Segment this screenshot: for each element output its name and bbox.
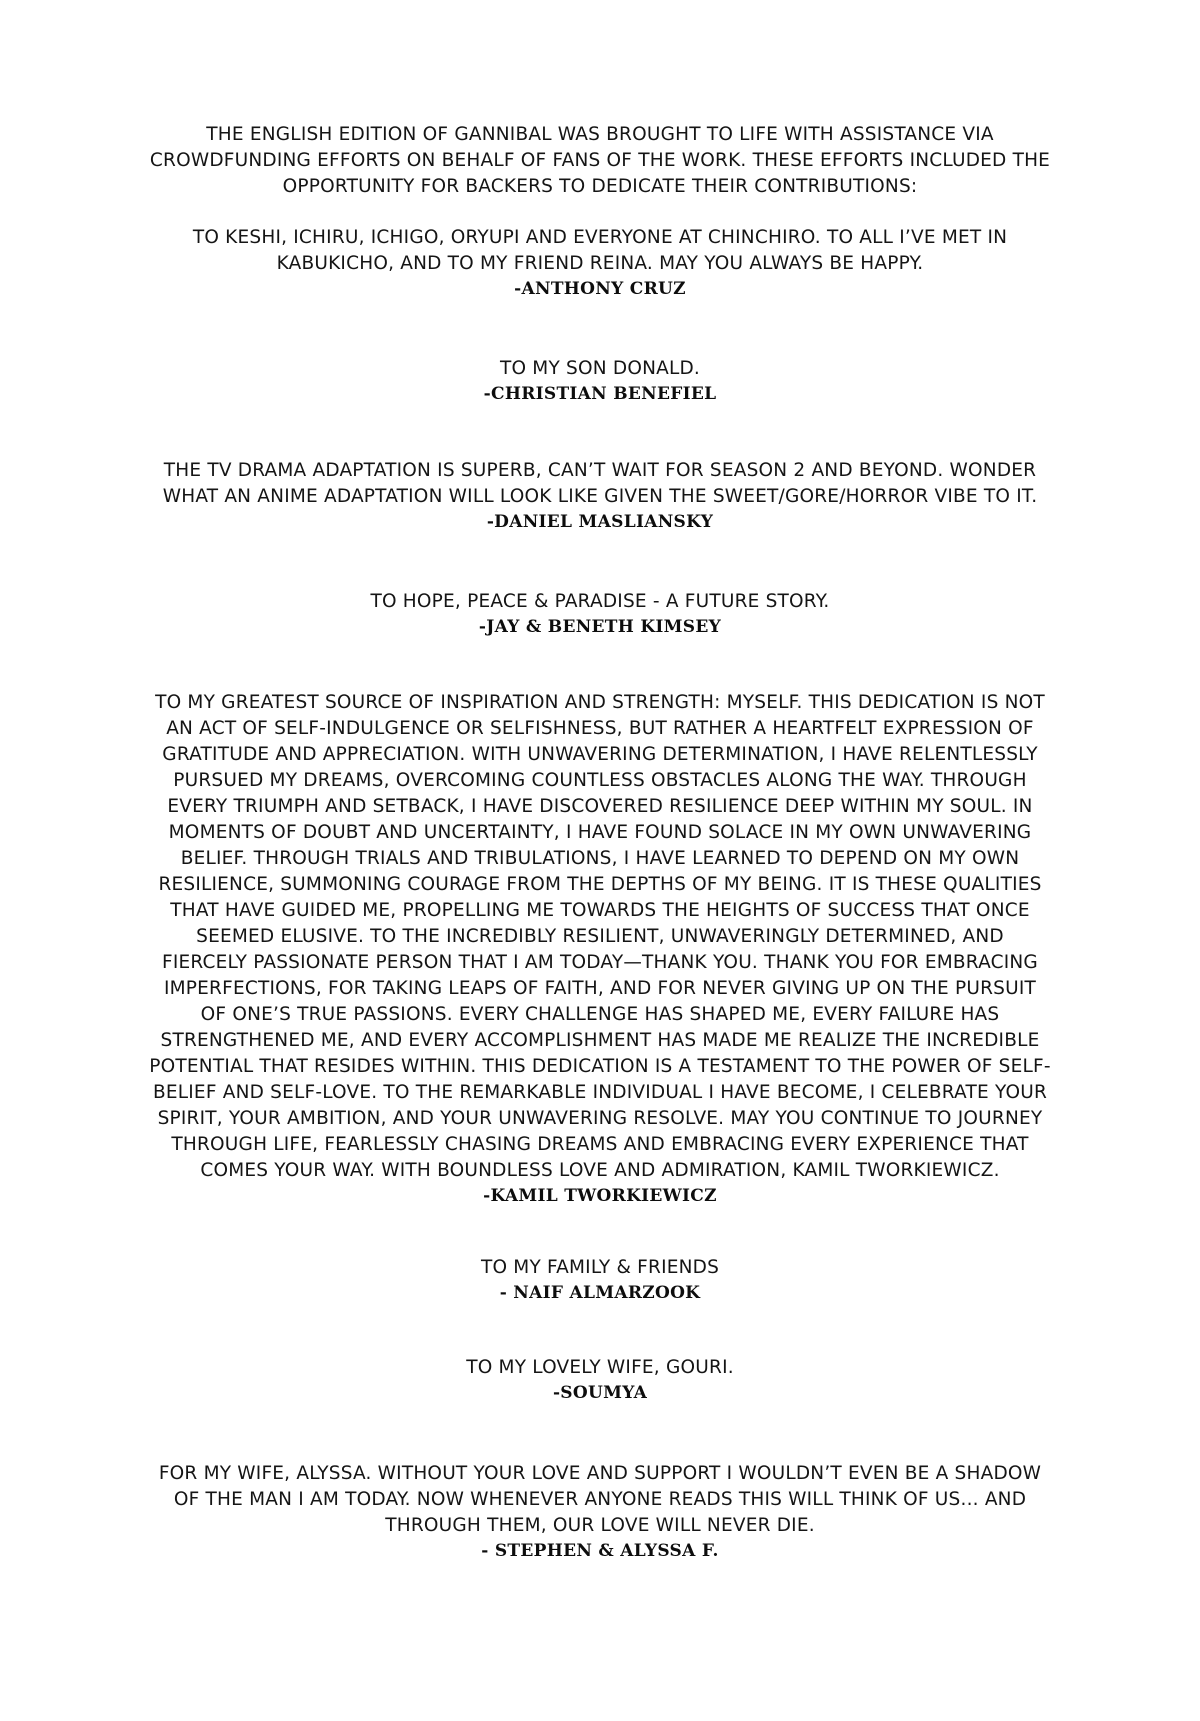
text-line: BELIEF. THROUGH TRIALS AND TRIBULATIONS, I HAVE LEARNED TO DEPEND ON MY OWN: [180, 848, 1020, 869]
text-line: THE TV DRAMA ADAPTATION IS SUPERB, CAN’T WAIT FOR SEASON 2 AND BEYOND. WONDER: [163, 460, 1037, 481]
signature: -SOUMYA: [552, 1383, 648, 1403]
text-line: TO MY FAMILY & FRIENDS: [480, 1257, 720, 1278]
text-line: AN ACT OF SELF-INDULGENCE OR SELFISHNESS, BUT RATHER A HEARTFELT EXPRESSION OF: [166, 718, 1034, 739]
dedication-anthony-cruz: [60, 225, 1140, 301]
text-line: TO MY GREATEST SOURCE OF INSPIRATION AND STRENGTH: MYSELF. THIS DEDICATION IS NOT: [155, 692, 1045, 713]
text-line: FIERCELY PASSIONATE PERSON THAT I AM TODAY—THANK YOU. THANK YOU FOR EMBRACING: [162, 952, 1038, 973]
text-line: GRATITUDE AND APPRECIATION. WITH UNWAVERING DETERMINATION, I HAVE RELENTLESSLY: [162, 744, 1038, 765]
signature: -ANTHONY CRUZ: [514, 279, 686, 299]
dedication-stephen-alyssa: [60, 1461, 1140, 1563]
text-line: THE ENGLISH EDITION OF GANNIBAL WAS BROUGHT TO LIFE WITH ASSISTANCE VIA: [206, 124, 994, 145]
text-line: OF THE MAN I AM TODAY. NOW WHENEVER ANYONE READS THIS WILL THINK OF US... AND: [173, 1489, 1027, 1510]
text-line: WHAT AN ANIME ADAPTATION WILL LOOK LIKE GIVEN THE SWEET/GORE/HORROR VIBE TO IT.: [162, 486, 1038, 507]
text-line: KABUKICHO, AND TO MY FRIEND REINA. MAY YOU ALWAYS BE HAPPY.: [276, 253, 924, 274]
text-line: FOR MY WIFE, ALYSSA. WITHOUT YOUR LOVE AND SUPPORT I WOULDN’T EVEN BE A SHADOW: [158, 1463, 1042, 1484]
text-line: TO KESHI, ICHIRU, ICHIGO, ORYUPI AND EVERYONE AT CHINCHIRO. TO ALL I’VE MET IN: [192, 227, 1008, 248]
signature: -CHRISTIAN BENEFIEL: [483, 384, 717, 404]
text-line: TO HOPE, PEACE & PARADISE - A FUTURE STORY.: [370, 591, 830, 612]
text-line: MOMENTS OF DOUBT AND UNCERTAINTY, I HAVE FOUND SOLACE IN MY OWN UNWAVERING: [168, 822, 1032, 843]
dedication-kamil-tworkiewicz: [60, 690, 1140, 1208]
text-line: SEEMED ELUSIVE. TO THE INCREDIBLY RESILIENT, UNWAVERINGLY DETERMINED, AND: [196, 926, 1004, 947]
dedication-naif-almarzook: [60, 1255, 1140, 1305]
text-line: IMPERFECTIONS, FOR TAKING LEAPS OF FAITH, AND FOR NEVER GIVING UP ON THE PURSUIT: [163, 978, 1037, 999]
dedication-daniel-masliansky: [60, 458, 1140, 534]
text-line: THROUGH THEM, OUR LOVE WILL NEVER DIE.: [385, 1515, 815, 1536]
text-line: CROWDFUNDING EFFORTS ON BEHALF OF FANS OF THE WORK. THESE EFFORTS INCLUDED THE: [149, 150, 1051, 171]
text-line: THAT HAVE GUIDED ME, PROPELLING ME TOWARDS THE HEIGHTS OF SUCCESS THAT ONCE: [170, 900, 1030, 921]
text-line: COMES YOUR WAY. WITH BOUNDLESS LOVE AND ADMIRATION, KAMIL TWORKIEWICZ.: [200, 1160, 1000, 1181]
text-line: SPIRIT, YOUR AMBITION, AND YOUR UNWAVERING RESOLVE. MAY YOU CONTINUE TO JOURNEY: [157, 1108, 1043, 1129]
text-line: RESILIENCE, SUMMONING COURAGE FROM THE DEPTHS OF MY BEING. IT IS THESE QUALITIES: [158, 874, 1042, 895]
signature: -DANIEL MASLIANSKY: [486, 512, 714, 532]
text-line: THROUGH LIFE, FEARLESSLY CHASING DREAMS AND EMBRACING EVERY EXPERIENCE THAT: [171, 1134, 1029, 1155]
text-line: POTENTIAL THAT RESIDES WITHIN. THIS DEDICATION IS A TESTAMENT TO THE POWER OF SELF-: [149, 1056, 1051, 1077]
text-line: BELIEF AND SELF-LOVE. TO THE REMARKABLE INDIVIDUAL I HAVE BECOME, I CELEBRATE YOUR: [152, 1082, 1047, 1103]
signature: -JAY & BENETH KIMSEY: [478, 617, 722, 637]
dedication-christian-benefiel: [60, 356, 1140, 406]
text-line: OPPORTUNITY FOR BACKERS TO DEDICATE THEIR CONTRIBUTIONS:: [282, 176, 918, 197]
intro-paragraph: [60, 122, 1140, 200]
text-line: OF ONE’S TRUE PASSIONS. EVERY CHALLENGE HAS SHAPED ME, EVERY FAILURE HAS: [200, 1004, 1000, 1025]
dedication-soumya: [60, 1355, 1140, 1405]
text-line: EVERY TRIUMPH AND SETBACK, I HAVE DISCOVERED RESILIENCE DEEP WITHIN MY SOUL. IN: [167, 796, 1033, 817]
dedication-jay-beneth-kimsey: [60, 589, 1140, 639]
text-line: PURSUED MY DREAMS, OVERCOMING COUNTLESS OBSTACLES ALONG THE WAY. THROUGH: [173, 770, 1027, 791]
signature: -KAMIL TWORKIEWICZ: [483, 1186, 717, 1206]
text-line: STRENGTHENED ME, AND EVERY ACCOMPLISHMENT HAS MADE ME REALIZE THE INCREDIBLE: [160, 1030, 1040, 1051]
signature: - STEPHEN & ALYSSA F.: [481, 1541, 719, 1561]
signature: - NAIF ALMARZOOK: [499, 1283, 701, 1303]
text-line: TO MY LOVELY WIFE, GOURI.: [466, 1357, 734, 1378]
text-line: TO MY SON DONALD.: [499, 358, 701, 379]
